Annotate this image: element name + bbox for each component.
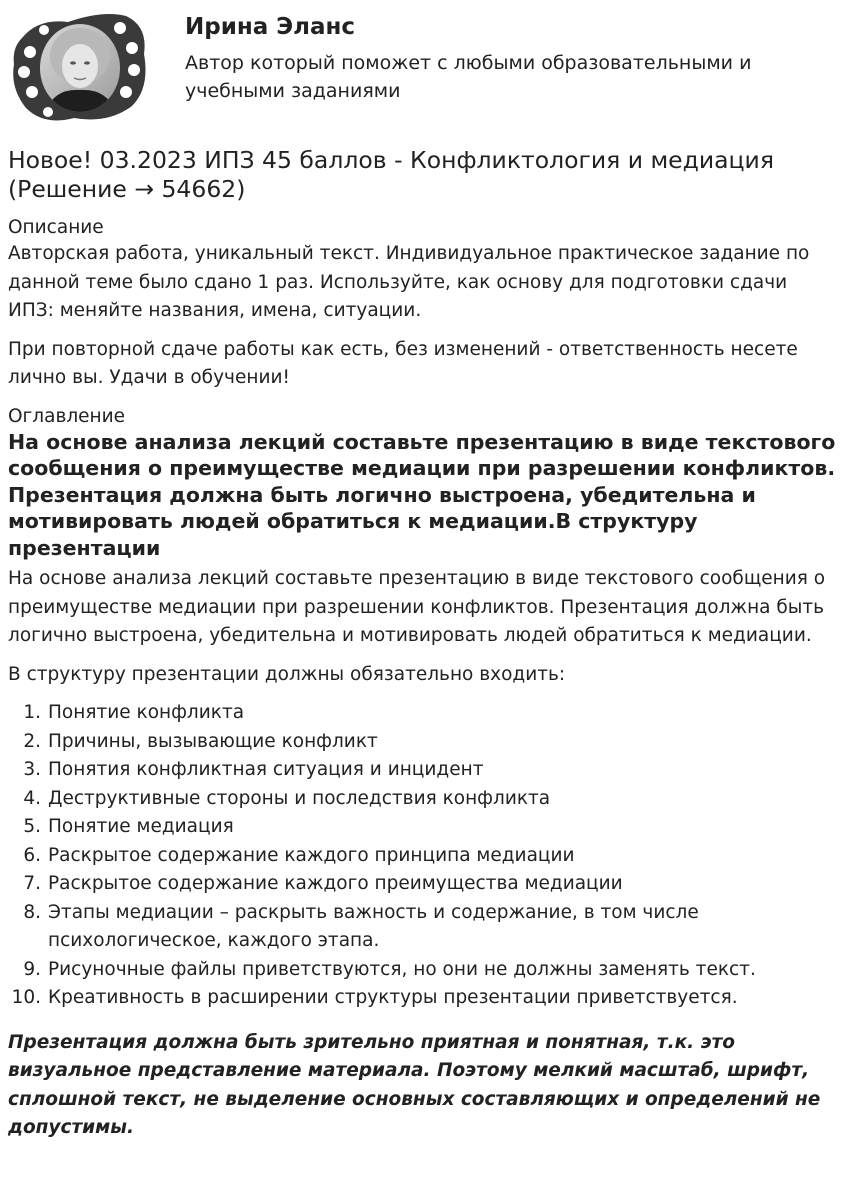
document-content <box>8 146 836 1143</box>
list-number: 1. <box>23 702 41 723</box>
list-number: 10. <box>11 987 41 1008</box>
list-item <box>8 956 836 985</box>
list-item <box>8 756 836 785</box>
list-text: Раскрытое содержание каждого принципа медиации <box>48 844 575 866</box>
list-text: Рисуночные файлы приветствуются, но они не должны заменять текст. <box>48 958 756 980</box>
list-item <box>8 984 836 1013</box>
author-name[interactable]: Ирина Эланс <box>185 14 356 40</box>
description-label: Описание <box>8 217 104 238</box>
list-number: 7. <box>23 873 41 894</box>
list-number: 5. <box>23 816 41 837</box>
list-text: Понятия конфликтная ситуация и инцидент <box>48 759 484 780</box>
list-item <box>8 813 836 842</box>
list-number: 4. <box>23 787 41 809</box>
body-paragraph: В структуру презентации должны обязательно входить: <box>8 663 566 685</box>
list-item <box>8 699 836 728</box>
list-text: Креативность в расширении структуры презентации приветствуется. <box>48 987 738 1008</box>
list-text: Понятие медиация <box>48 816 234 837</box>
toc-label: Оглавление <box>8 405 126 427</box>
list-number: 9. <box>23 958 41 980</box>
list-text: Причины, вызывающие конфликт <box>48 730 378 752</box>
author-description: Автор который поможет с любыми образовательными и учебными заданиями <box>185 52 752 102</box>
document-title: Новое! 03.2023 ИПЗ 45 баллов - Конфликтология и медиация (Решение → 54662) <box>8 146 774 203</box>
final-note: Презентация должна быть зрительно приятная и понятная, т.к. это визуальное представление материала. Поэтому мелкий масштаб, шрифт, сплошной текст, не выделение основных составляющих и определений не допустимы. <box>8 1031 821 1138</box>
list-number: 8. <box>23 901 41 923</box>
body-paragraph: На основе анализа лекций составьте презентацию в виде текстового сообщения о преимуществе медиации при разрешении конфликтов. Презентация должна быть логично выстроена, убедительна и мотивировать людей обратиться к медиации. <box>8 568 826 646</box>
list-number: 6. <box>23 844 41 866</box>
list-number: 2. <box>23 730 41 752</box>
list-item <box>8 899 836 956</box>
description-paragraph: При повторной сдаче работы как есть, без изменений - ответственность несете лично вы. Удачи в обучении! <box>8 338 798 388</box>
list-item <box>8 785 836 814</box>
list-text: Понятие конфликта <box>48 702 245 723</box>
author-avatar[interactable] <box>8 8 150 126</box>
author-header <box>8 8 839 126</box>
list-number: 3. <box>23 759 41 780</box>
requirements-list <box>8 699 836 1013</box>
list-item <box>8 870 836 899</box>
description-paragraph: Авторская работа, уникальный текст. Индивидуальное практическое задание по данной теме было сдано 1 раз. Используйте, как основу для подготовки сдачи ИПЗ: меняйте названия, имена, ситуации. <box>8 243 810 321</box>
list-text: Этапы медиации – раскрыть важность и содержание, в том числе психологическое, каждого этапа. <box>48 901 699 951</box>
toc-heading: На основе анализа лекций составьте презентацию в виде текстового сообщения о преимуществе медиации при разрешении конфликтов. Презентация должна быть логично выстроена, убедительна и мотивировать людей обратиться к медиации.В структуру презентации <box>8 429 836 560</box>
list-item <box>8 728 836 757</box>
list-text: Раскрытое содержание каждого преимущества медиации <box>48 873 623 894</box>
list-item <box>8 842 836 871</box>
list-text: Деструктивные стороны и последствия конфликта <box>48 787 551 809</box>
